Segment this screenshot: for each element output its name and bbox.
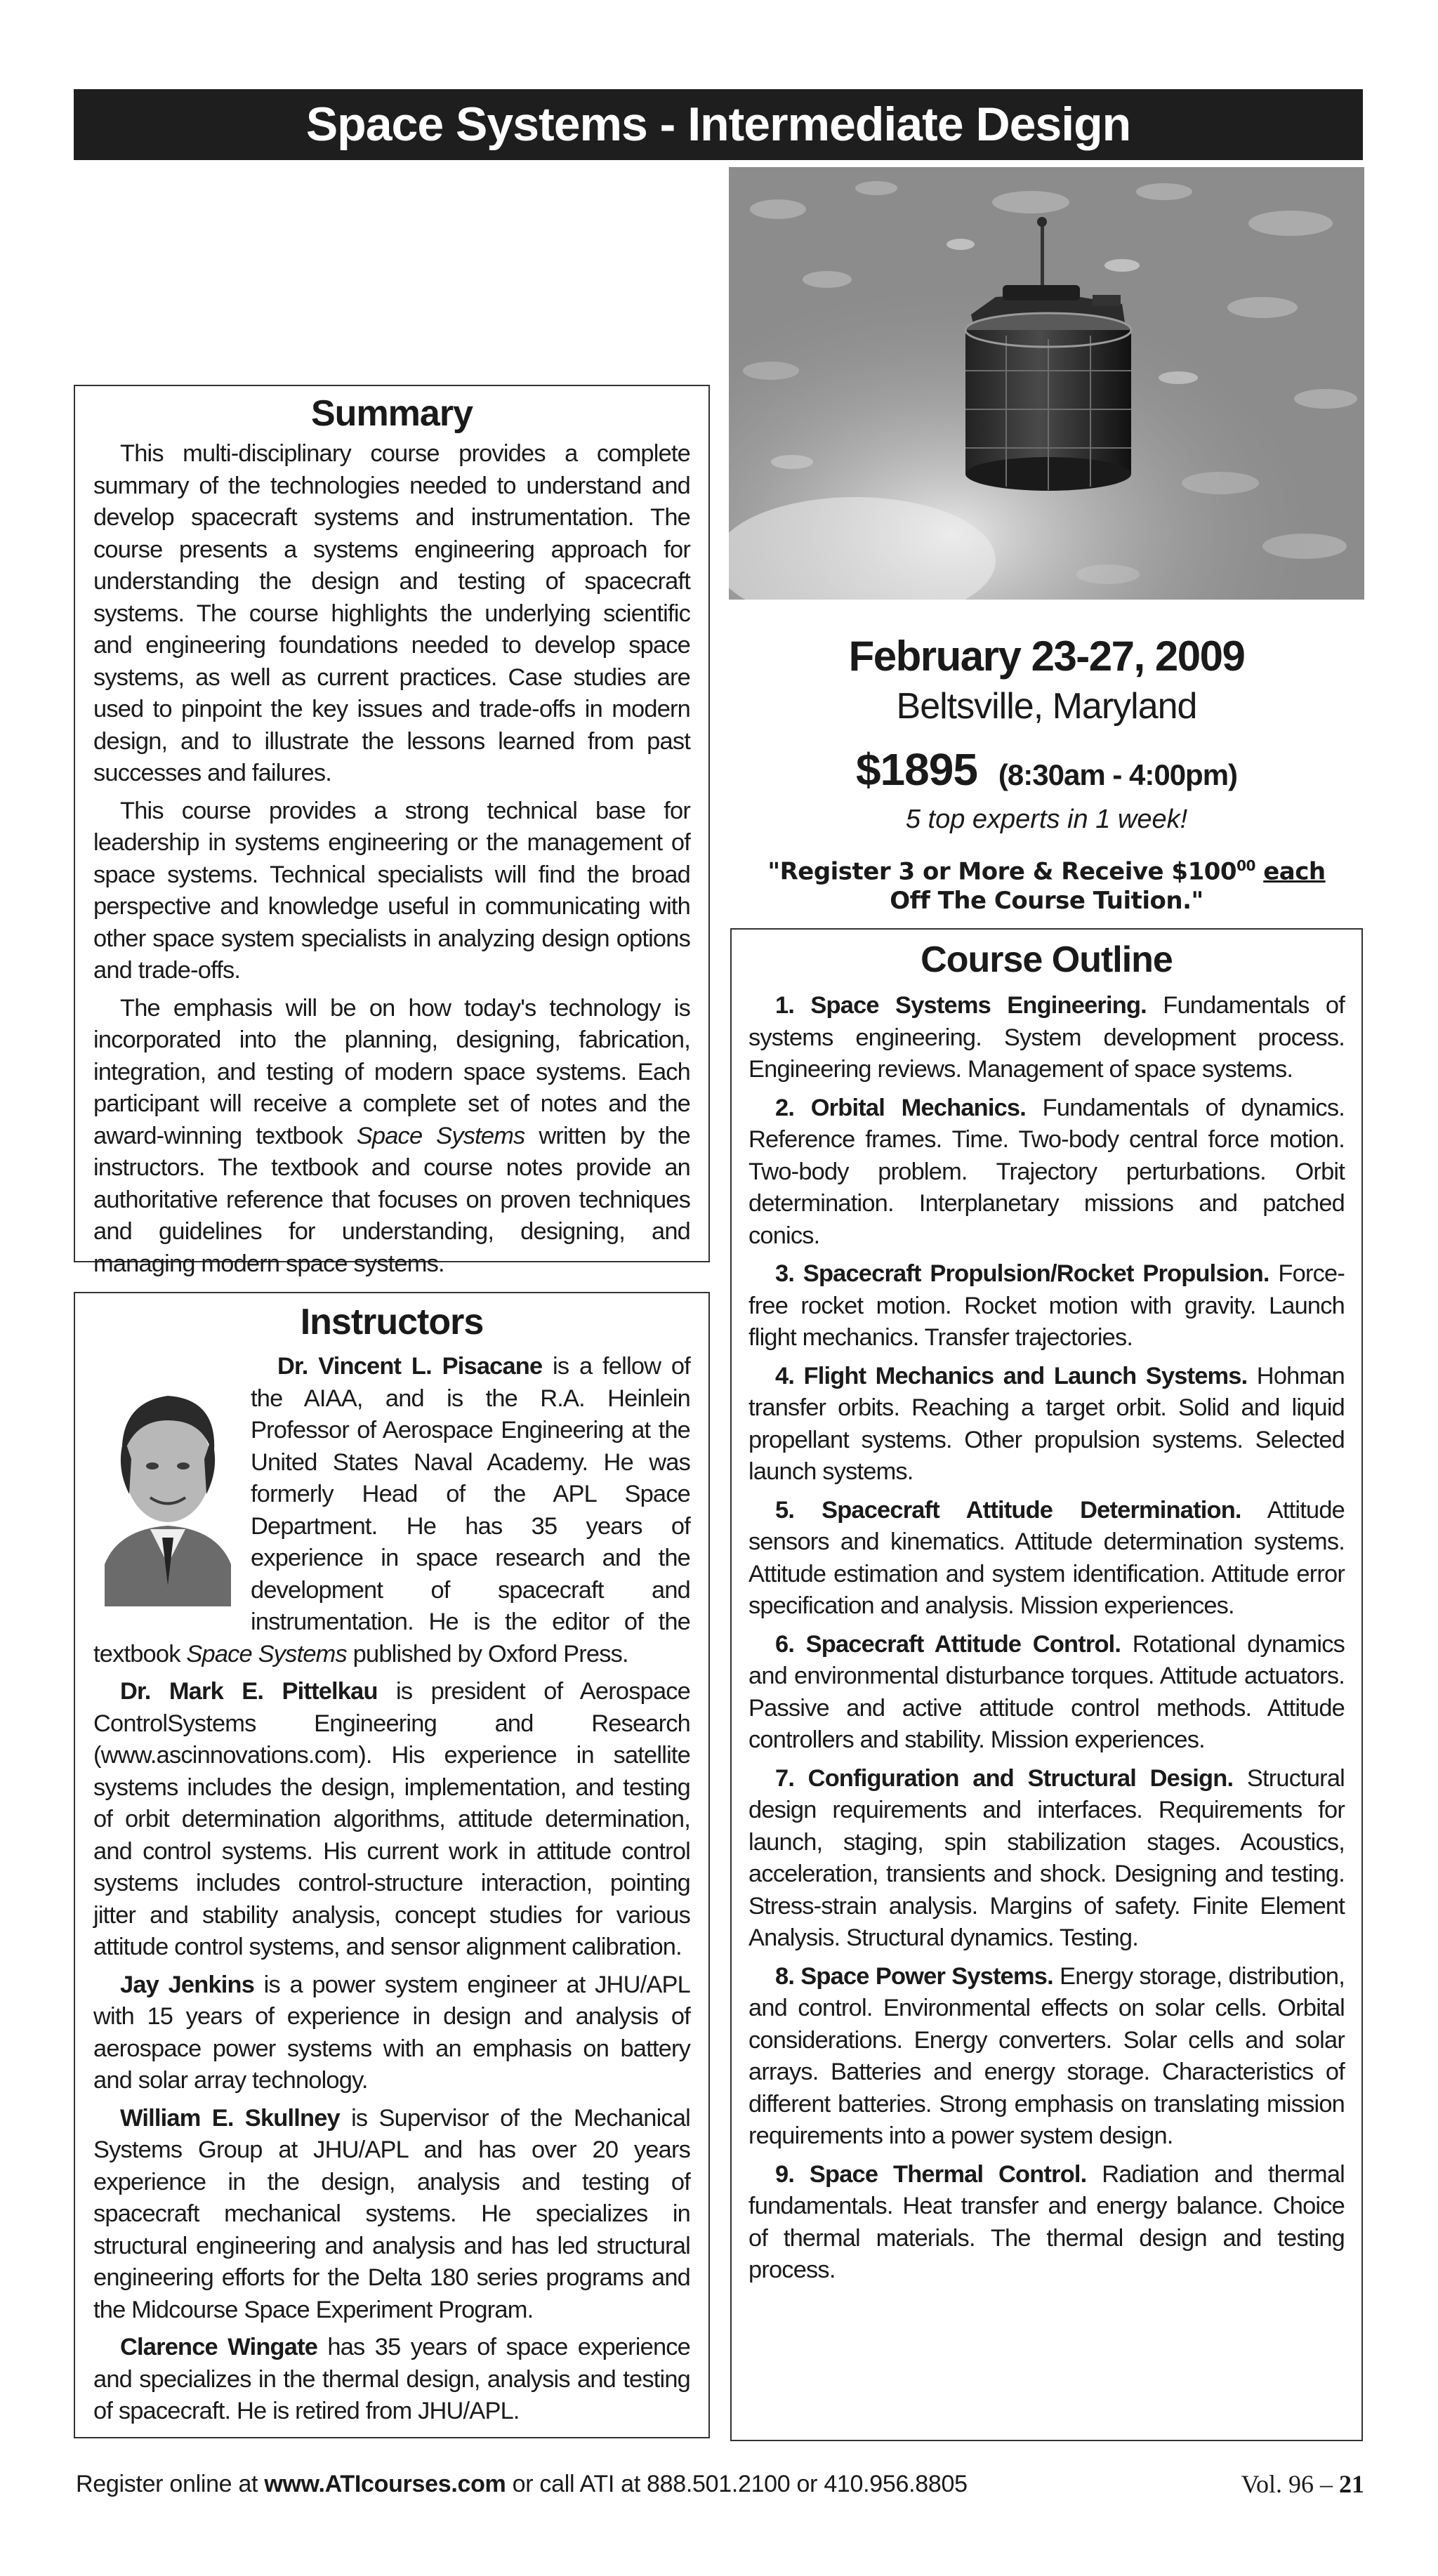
- course-location: Beltsville, Maryland: [896, 686, 1197, 727]
- outline-heading: Course Outline: [921, 939, 1173, 980]
- course-date: February 23-27, 2009: [848, 633, 1245, 680]
- satellite-photo: [729, 167, 1364, 600]
- summary-paragraph: The emphasis will be on how today's technology is incorporated into the planning, designing, fabrication, integration, and testing of modern space systems. Each participant will receive a complete set of notes and the award-winning textbook Space Systems written by the instructors. The textbook and course notes provide an authoritative reference that focuses on proven techniques and guidelines for understanding, designing, and managing modern space systems.: [93, 994, 690, 1277]
- outline-item: 3. Spacecraft Propulsion/Rocket Propulsion. Force-free rocket motion. Rocket motion with gravity. Launch flight mechanics. Transfer trajectories.: [748, 1260, 1345, 1351]
- instructor-bio: Dr. Vincent L. Pisacane is a fellow of the AIAA, and is the R.A. Heinlein Professor of Aerospace Engineering at the United States Naval Academy. He was formerly Head of the APL Space Department. He has 35 years of experience in space research and the development of spacecraft and instrumentation. He is the editor of the textbook Space Systems published by Oxford Press.: [93, 1351, 690, 1670]
- summary-heading: Summary: [311, 393, 473, 434]
- ati-website-link[interactable]: www.ATIcourses.com: [264, 2471, 506, 2497]
- instructors-box: [74, 1292, 710, 2438]
- outline-item: 6. Spacecraft Attitude Control. Rotational dynamics and environmental disturbance torques. Attitude actuators. Passive and active attitude control methods. Attitude controllers and stability. Mission experiences.: [748, 1630, 1345, 1753]
- experts-tagline: 5 top experts in 1 week!: [905, 805, 1188, 834]
- instructor-bio: Dr. Mark E. Pittelkau is president of Aerospace ControlSystems Engineering and Research (www.ascinnovations.com). His experience in satellite systems includes the design, implementation, and testing of orbit determination algorithms, attitude determination, and control systems. His current work in attitude control systems includes control-structure interaction, pointing jitter and stability analysis, concept studies for various attitude control systems, and sensor alignment calibration.: [93, 1678, 691, 1960]
- outline-item: 5. Spacecraft Attitude Determination. Attitude sensors and kinematics. Attitude determination systems. Attitude estimation and system identification. Attitude error specification and analysis. Mission experiences.: [748, 1496, 1345, 1619]
- footer-page-number: Vol. 96 – 21: [1241, 2470, 1364, 2498]
- course-price-line: [729, 741, 1364, 810]
- outline-item: 8. Space Power Systems. Energy storage, distribution, and control. Environmental effects on solar cells. Orbital considerations. Energy converters. Solar cells and solar arrays. Batteries and energy storage. Characteristics of different batteries. Strong emphasis on translating mission requirements into a power system design.: [748, 1962, 1345, 2149]
- course-outline-box: [730, 928, 1363, 2441]
- page-title: Space Systems - Intermediate Design: [74, 89, 1363, 160]
- outline-item: 4. Flight Mechanics and Launch Systems. Hohman transfer orbits. Reaching a target orbit. Solid and liquid propellant systems. Other propulsion systems. Selected launch systems.: [748, 1362, 1345, 1485]
- footer-register: Register online at www.ATIcourses.com or call ATI at 888.501.2100 or 410.956.8805: [76, 2471, 968, 2497]
- outline-item: 9. Space Thermal Control. Radiation and thermal fundamentals. Heat transfer and energy balance. Choice of thermal materials. The thermal design and testing process.: [748, 2160, 1345, 2283]
- instructor-bio: Jay Jenkins is a power system engineer at JHU/APL with 15 years of experience in design and analysis of aerospace power systems with an emphasis on battery and solar array technology.: [93, 1971, 690, 2094]
- summary-paragraph: This multi-disciplinary course provides a complete summary of the technologies needed to understand and develop spacecraft systems and instrumentation. The course presents a systems engineering approach for understanding the design and testing of spacecraft systems. The course highlights the underlying scientific and engineering foundations needed to develop space systems, as well as current practices. Case studies are used to pinpoint the key issues and trade-offs in modern design, and to illustrate the lessons learned from past successes and failures.: [93, 440, 690, 786]
- outline-item: 2. Orbital Mechanics. Fundamentals of dynamics. Reference frames. Time. Two-body central force motion. Two-body problem. Trajectory perturbations. Orbit determination. Interplanetary missions and patched conics.: [748, 1094, 1345, 1249]
- course-price: $1895: [855, 744, 977, 795]
- instructor-portrait: [91, 1354, 244, 1606]
- outline-item: 1. Space Systems Engineering. Fundamentals of systems engineering. System development process. Engineering reviews. Management of space systems.: [748, 992, 1345, 1083]
- outline-item: 7. Configuration and Structural Design. Structural design requirements and interfaces. Requirements for launch, staging, spin stabilization stages. Acoustics, acceleration, transients and shock. Designing and testing. Stress-strain analysis. Margins of safety. Finite Element Analysis. Structural dynamics. Testing.: [748, 1764, 1345, 1951]
- instructors-heading: Instructors: [300, 1302, 484, 1342]
- group-discount-promo: "Register 3 or More & Receive $\$100^{00}$ each Off The Course Tuition.": [767, 857, 1326, 916]
- summary-box: [74, 385, 710, 1277]
- instructor-bio: William E. Skullney is Supervisor of the Mechanical Systems Group at JHU/APL and has over 20 years experience in the design, analysis and testing of spacecraft mechanical systems. He specializes in structural engineering and analysis and has led structural engineering efforts for the Delta 180 series programs and the Midcourse Space Experiment Program.: [93, 2104, 690, 2323]
- instructor-bio: Clarence Wingate has 35 years of space experience and specializes in the thermal design, analysis and testing of spacecraft. He is retired from JHU/APL.: [93, 2334, 690, 2424]
- course-hours: (8:30am - 4:00pm): [998, 758, 1238, 791]
- summary-paragraph: This course provides a strong technical base for leadership in systems engineering or the management of space systems. Technical specialists will find the broad perspective and knowledge useful in communicating with other space system specialists in analyzing design options and trade-offs.: [93, 797, 690, 984]
